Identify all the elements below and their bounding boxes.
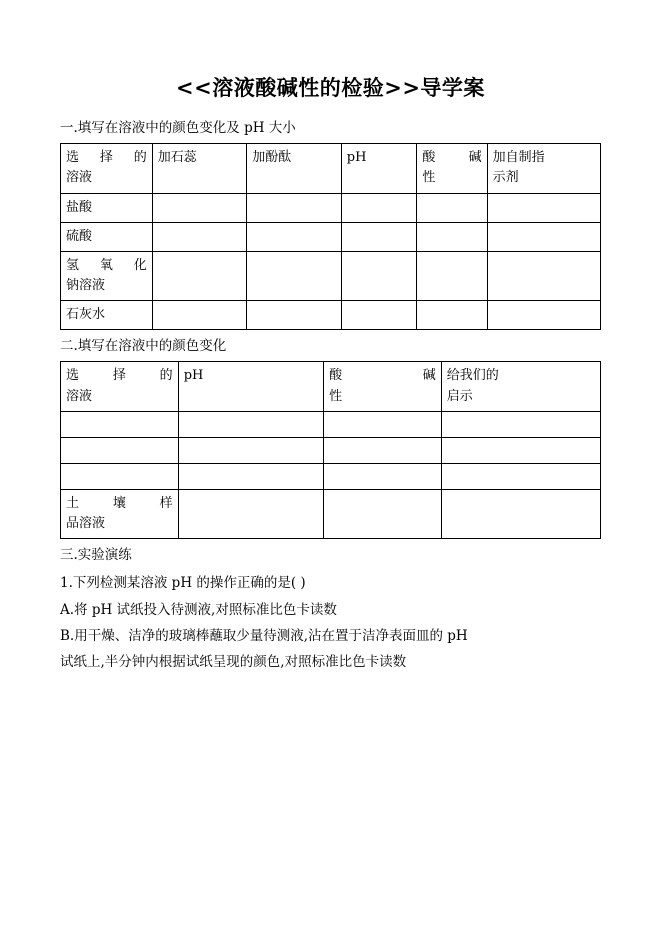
header-line: pH xyxy=(183,368,204,384)
option-b-text-line-2: 试纸上,半分钟内根据试纸呈现的颜色,对照标准比色卡读数 xyxy=(60,654,407,671)
table-cell[interactable] xyxy=(487,301,600,330)
table-cell[interactable] xyxy=(324,411,442,437)
row-label-line: 氢 氧 化 xyxy=(66,257,147,273)
row-label-sodium-hydroxide-solution xyxy=(61,251,153,300)
table-cell[interactable] xyxy=(417,301,487,330)
header-line: 加自制指 xyxy=(492,150,545,166)
table-header-cell-ph xyxy=(178,362,323,411)
table-cell[interactable] xyxy=(441,437,600,463)
table-cell[interactable] xyxy=(247,193,342,222)
table-cell[interactable] xyxy=(152,222,247,251)
table-cell[interactable] xyxy=(324,463,442,489)
table-cell[interactable] xyxy=(61,437,179,463)
header-line: 加石蕊 xyxy=(157,150,197,166)
header-line: 给我们的 xyxy=(446,368,499,384)
table-header-row xyxy=(61,144,601,193)
table-header-cell-solution xyxy=(61,144,153,193)
table-header-cell-acidity xyxy=(324,362,442,411)
table-cell[interactable] xyxy=(247,222,342,251)
table-row xyxy=(61,463,601,489)
option-b-text-line-1: B.用干燥、洁净的玻璃棒蘸取少量待测液,沾在置于洁净表面皿的 pH xyxy=(60,627,468,644)
header-line: 加酚酞 xyxy=(252,150,292,166)
table-cell[interactable] xyxy=(487,222,600,251)
table-cell[interactable] xyxy=(487,193,600,222)
row-label-sulfuric-acid xyxy=(61,222,153,251)
page-title: <<溶液酸碱性的检验>>导学案 xyxy=(176,75,485,100)
table-cell[interactable] xyxy=(441,411,600,437)
table-cell[interactable] xyxy=(341,301,417,330)
table-cell[interactable] xyxy=(178,411,323,437)
table-cell[interactable] xyxy=(341,193,417,222)
header-line: 酸 碱 xyxy=(422,150,482,166)
table-colors-and-ph xyxy=(60,143,601,330)
row-label-line: 品溶液 xyxy=(66,515,106,531)
table-row xyxy=(61,489,601,538)
table-cell[interactable] xyxy=(441,463,600,489)
header-line: pH xyxy=(346,150,367,166)
header-line: 性 xyxy=(422,170,436,186)
table-cell[interactable] xyxy=(152,193,247,222)
table-cell[interactable] xyxy=(441,489,600,538)
table-row xyxy=(61,251,601,300)
question-1-text: 1.下列检测某溶液 pH 的操作正确的是( ) xyxy=(60,575,306,592)
table-header-cell-litmus xyxy=(152,144,247,193)
header-line: 溶液 xyxy=(66,170,93,186)
table-header-cell-acidity xyxy=(417,144,487,193)
header-line: 示剂 xyxy=(492,170,519,186)
header-line: 选 择 的 xyxy=(66,368,173,384)
table-cell[interactable] xyxy=(324,489,442,538)
table-cell[interactable] xyxy=(341,251,417,300)
header-line: 选 择 的 xyxy=(66,150,147,166)
table-header-cell-homemade-indicator xyxy=(487,144,600,193)
table-cell[interactable] xyxy=(61,463,179,489)
table-cell[interactable] xyxy=(417,251,487,300)
table-row xyxy=(61,193,601,222)
table-ph-and-insight xyxy=(60,361,601,539)
table-cell[interactable] xyxy=(178,463,323,489)
table-cell[interactable] xyxy=(417,193,487,222)
row-label-line: 硫酸 xyxy=(66,228,93,244)
table-cell[interactable] xyxy=(152,251,247,300)
table-cell[interactable] xyxy=(341,222,417,251)
table-row xyxy=(61,222,601,251)
table-header-cell-phenolphthalein xyxy=(247,144,342,193)
row-label-line: 盐酸 xyxy=(66,199,93,215)
table-cell[interactable] xyxy=(178,437,323,463)
table-header-row xyxy=(61,362,601,411)
section-heading-2: 二.填写在溶液中的颜色变化 xyxy=(60,338,227,355)
row-label-line: 钠溶液 xyxy=(66,277,106,293)
header-line: 溶液 xyxy=(66,388,93,404)
table-header-cell-ph xyxy=(341,144,417,193)
option-a-text: A.将 pH 试纸投入待测液,对照标准比色卡读数 xyxy=(60,601,337,618)
row-label-line: 土 壤 样 xyxy=(66,495,173,511)
table-cell[interactable] xyxy=(152,301,247,330)
section-heading-1: 一.填写在溶液中的颜色变化及 pH 大小 xyxy=(60,120,296,136)
table-cell[interactable] xyxy=(487,251,600,300)
table-header-cell-insight xyxy=(441,362,600,411)
header-line: 性 xyxy=(329,388,343,404)
row-label-hydrochloric-acid xyxy=(61,193,153,222)
table-header-cell-solution xyxy=(61,362,179,411)
table-cell[interactable] xyxy=(178,489,323,538)
table-cell[interactable] xyxy=(61,411,179,437)
row-label-line: 石灰水 xyxy=(66,307,106,323)
section-heading-3: 三.实验演练 xyxy=(60,547,132,564)
table-cell[interactable] xyxy=(247,251,342,300)
table-row xyxy=(61,301,601,330)
table-cell[interactable] xyxy=(324,437,442,463)
table-row xyxy=(61,437,601,463)
row-label-limewater xyxy=(61,301,153,330)
table-cell[interactable] xyxy=(417,222,487,251)
header-line: 酸 碱 xyxy=(329,368,436,384)
table-row xyxy=(61,411,601,437)
table-cell[interactable] xyxy=(247,301,342,330)
question-block-1 xyxy=(60,570,601,675)
header-line: 启示 xyxy=(446,388,473,404)
row-label-soil-sample-solution xyxy=(61,489,179,538)
